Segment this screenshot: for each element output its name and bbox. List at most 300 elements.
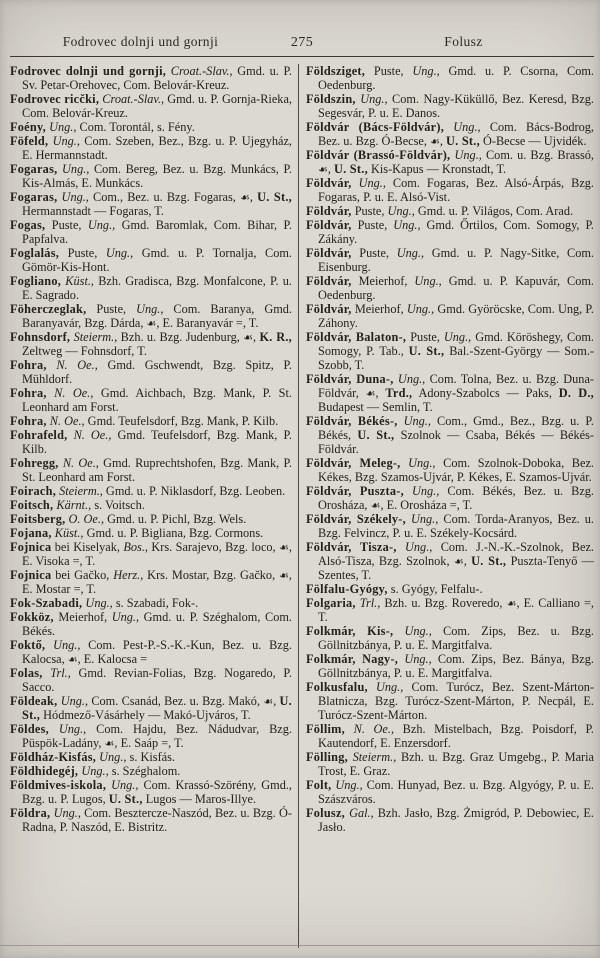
region-abbrev: Ung.,	[106, 778, 139, 792]
headword: Foény,	[10, 120, 47, 134]
entry-text: Gmd. Teufelsdorf, Bzg. Mank, P. Kilb.	[84, 414, 279, 428]
entry-text: Com. Nagy-Küküllő, Bez. Keresd, Bzg. Segesvár, P. u. E. Danos.	[318, 92, 594, 120]
headword: U. St.,	[471, 554, 507, 568]
entry-text: Szolnok — Csaba, Békés — Békés-Földvár.	[318, 428, 594, 456]
running-head-right: Folusz	[444, 34, 483, 49]
entry	[10, 64, 292, 92]
headword: Foirach,	[10, 484, 57, 498]
headword: Földvár,	[306, 176, 352, 190]
entry	[10, 638, 292, 666]
entry	[306, 302, 594, 330]
entry	[10, 750, 292, 764]
entry-text: Gmd. u. P. Niklasdorf, Bzg. Leoben.	[102, 484, 286, 498]
region-abbrev: Ung.,	[87, 218, 116, 232]
headword: Fohra,	[10, 414, 47, 428]
entry-text: Zeltweg — Fohnsdorf, T.	[22, 344, 147, 358]
entry	[10, 806, 292, 834]
entry-text: Gmd. Györöcske, Com. Ung, P. Záhony.	[318, 302, 594, 330]
headword: Foitsch,	[10, 498, 54, 512]
entry-text: , E. Orosháza =, T.	[380, 498, 473, 512]
headword: Földmives-iskola,	[10, 778, 107, 792]
headword: Fohregg,	[10, 456, 59, 470]
posthorn-icon: ☙	[146, 317, 157, 330]
entry	[306, 148, 594, 176]
headword: Földvár,	[306, 246, 352, 260]
entry	[10, 778, 292, 806]
region-abbrev: Ung.,	[450, 148, 482, 162]
entry-text: Gmd. u. P. Bigliana, Bzg. Cormons.	[83, 526, 264, 540]
region-abbrev: Ung.,	[57, 162, 90, 176]
region-abbrev: Ung.,	[351, 176, 386, 190]
entry	[10, 610, 292, 638]
entry-text: Gmd. u. P. Pichl, Bzg. Wels.	[104, 512, 247, 526]
headword: Földvár, Duna-,	[306, 372, 394, 386]
entry-text: Krs. Sarajevo, Bzg. loco,	[147, 540, 280, 554]
entry	[306, 372, 594, 414]
entry-text: Com. Zips, Bez. Bánya, Bzg. Göllnitzbánya, P. u. E. Margitfalva.	[318, 652, 594, 680]
region-abbrev: Ung.,	[393, 372, 426, 386]
entry-text: Com. J.-N.-K.-Szolnok, Bez. Alsó-Tisza, Bzg. Szolnok,	[318, 540, 594, 568]
entry-text: Gmd. Baromlak, Com. Bihar, P. Papfalva.	[22, 218, 292, 246]
entry	[10, 694, 292, 722]
entry	[306, 484, 594, 512]
entry-text: Puste,	[86, 302, 137, 316]
headword: Földvár,	[306, 204, 352, 218]
headword: Földsziget,	[306, 64, 366, 78]
headword: Földvár, Puszta-,	[306, 484, 404, 498]
headword: Földvár, Meleg-,	[306, 456, 401, 470]
entry	[10, 120, 292, 134]
entry-text: Hódmező-Vásárhely — Makó-Ujváros, T.	[40, 708, 251, 722]
region-abbrev: Ung.,	[50, 806, 81, 820]
entry-text: Com. Zips, Bez. u. Bzg. Göllnitzbánya, P. u. E. Margitfalva.	[318, 624, 594, 652]
entry-text: Com. Szeben, Bez., Bzg. u. P. Ujegyház, E. Hermannstadt.	[22, 134, 292, 162]
entry-text: ,	[327, 162, 335, 176]
region-abbrev: Ung.,	[444, 120, 481, 134]
entry-text: Gmd. u. P. Tornalja, Com. Gömör-Kis-Hont.	[22, 246, 292, 274]
entry	[10, 526, 292, 540]
posthorn-icon: ☙	[430, 135, 440, 148]
entry	[306, 652, 594, 680]
headword: Folusz,	[306, 806, 345, 820]
region-abbrev: Herz.,	[113, 568, 144, 582]
entry-text: Gmd. Ruprechtshofen, Bzg. Mank, P. St. Leonhard am Forst.	[22, 456, 292, 484]
region-abbrev: Croat.-Slav.,	[166, 64, 233, 78]
entry-text: Com. Torda-Aranyos, Bez. u. Bzg. Felvincz, P. u. E. Székely-Kocsárd.	[318, 512, 594, 540]
entry-text: Gmd. Revian-Folias, Bzg. Nogaredo, P. Sacco.	[22, 666, 292, 694]
column-left	[10, 64, 298, 948]
headword: D. D.,	[558, 386, 594, 400]
entry	[10, 218, 292, 246]
entry	[306, 64, 594, 92]
region-abbrev: Ung.,	[111, 610, 140, 624]
entry	[10, 414, 292, 428]
posthorn-icon: ☙	[67, 653, 78, 666]
entry	[306, 540, 594, 582]
entry-text: Puste,	[59, 246, 106, 260]
entry-text: Meierhof,	[351, 302, 407, 316]
headword: U. St.,	[408, 344, 445, 358]
headword: Fodrovec dolnji und gornji,	[10, 64, 167, 78]
entry-text: Gmd. u. P. Széghalom, Com. Békés.	[22, 610, 292, 638]
region-abbrev: Trl.,	[355, 596, 381, 610]
headword: Fogliano,	[10, 274, 62, 288]
entry	[10, 92, 292, 120]
posthorn-icon: ☙	[365, 387, 376, 400]
entry-text: Com. Békés, Bez. u. Bzg. Orosháza,	[318, 484, 594, 512]
headword: Föllim,	[306, 722, 345, 736]
region-abbrev: Ung.,	[355, 92, 388, 106]
region-abbrev: Küst.,	[61, 274, 95, 288]
headword: U. St.,	[257, 190, 292, 204]
entry-text: Com. u. Bzg. Brassó,	[481, 148, 594, 162]
entry-text: Com. Hunyad, Bez. u. Bzg. Algyógy, P. u. E. Szászváros.	[318, 778, 594, 806]
region-abbrev: Ung.,	[414, 274, 442, 288]
entry	[10, 596, 292, 610]
region-abbrev: Steierm.,	[56, 484, 103, 498]
entry-text: Gmd. u. P. Sv. Petar-Orehovec, Com. Belovár-Kreuz.	[22, 64, 292, 92]
posthorn-icon: ☙	[318, 163, 328, 176]
entry-text: Puste,	[351, 204, 388, 218]
entry-text: Budapest — Semlin, T.	[318, 400, 433, 414]
region-abbrev: Ung.,	[48, 134, 80, 148]
entry-text: Gmd. Őrtilos, Com. Somogy, P. Zákány.	[318, 218, 594, 246]
entry	[306, 722, 594, 750]
column-right	[298, 64, 594, 948]
entry	[10, 764, 292, 778]
headword: Fölling,	[306, 750, 348, 764]
region-abbrev: N. Oe.,	[46, 386, 94, 400]
region-abbrev: Ung.,	[82, 596, 113, 610]
entry-text: Com., Bez. u. Bzg. Fogaras,	[88, 190, 240, 204]
headword: Fogaras,	[10, 190, 58, 204]
entry-text: Lugos — Maros-Illye.	[142, 792, 257, 806]
entry	[306, 414, 594, 456]
posthorn-icon: ☙	[279, 541, 289, 554]
entry	[10, 162, 292, 190]
entry	[306, 456, 594, 484]
headword: Folkmár, Nagy-,	[306, 652, 399, 666]
region-abbrev: Steierm.,	[347, 750, 397, 764]
headword: Fogaras,	[10, 162, 58, 176]
entry-text: , E. Visoka =, T.	[22, 540, 292, 568]
posthorn-icon: ☙	[104, 737, 115, 750]
entry-text: Com. Pest-P.-S.-K.-Kun, Bez. u. Bzg. Kalocsa,	[22, 638, 292, 666]
headword: Földvár, Székely-,	[306, 512, 406, 526]
entry	[306, 330, 594, 372]
headword: Folkmár, Kis-,	[306, 624, 394, 638]
entry	[10, 246, 292, 274]
entry	[10, 386, 292, 414]
entry-text: Gmd. u. P. Világos, Com. Arad.	[414, 204, 574, 218]
entry-text: Adony-Szabolcs — Paks,	[412, 386, 559, 400]
entry-text: ,	[253, 330, 260, 344]
headword: Fojnica	[10, 540, 52, 554]
headword: Földvár, Balaton-,	[306, 330, 407, 344]
headword: Folas,	[10, 666, 43, 680]
entry-text: Bzh. Jasło, Bzg. Żmigród, P. Debowiec, E. Jasło.	[318, 806, 594, 834]
entry	[306, 274, 594, 302]
entry-text: ,	[375, 386, 386, 400]
headword: Foktő,	[10, 638, 46, 652]
entry	[10, 134, 292, 162]
entry-text: , E. Baranyavár =, T.	[156, 316, 259, 330]
region-abbrev: O. Oe.,	[65, 512, 105, 526]
headword: U. St.,	[334, 162, 368, 176]
entry-text: Puste,	[351, 246, 397, 260]
region-abbrev: Ung.,	[48, 722, 87, 736]
posthorn-icon: ☙	[453, 555, 464, 568]
entry-text: Com. Baranya, Gmd. Baranyavár, Bzg. Dárda,	[22, 302, 292, 330]
headword: Fohra,	[10, 358, 47, 372]
headword: Földvár,	[306, 302, 352, 316]
headword: U. St.,	[446, 134, 480, 148]
entry-text: s. Szabadi, Fok-.	[112, 596, 199, 610]
entry	[10, 330, 292, 358]
entry-text: Puste,	[365, 64, 413, 78]
headword: K. R.,	[259, 330, 292, 344]
entry	[10, 456, 292, 484]
entry-text: Hermannstadt — Fogaras, T.	[22, 204, 164, 218]
headword: Földvár (Brassó-Földvár),	[306, 148, 451, 162]
headword: Fok-Szabadi,	[10, 596, 83, 610]
headword: Fokköz,	[10, 610, 54, 624]
region-abbrev: Ung.,	[405, 512, 439, 526]
headword: Fohrafeld,	[10, 428, 68, 442]
posthorn-icon: ☙	[243, 331, 254, 344]
text-columns	[10, 64, 594, 948]
entry-text: s. Kisfás.	[126, 750, 175, 764]
entry-text: Puste,	[45, 218, 88, 232]
headword: Földvár,	[306, 218, 352, 232]
entry	[10, 512, 292, 526]
entry-text: Kis-Kapus — Kronstadt, T.	[367, 162, 507, 176]
entry	[306, 806, 594, 834]
running-head	[10, 34, 594, 56]
entry	[306, 246, 594, 274]
region-abbrev: Steierm.,	[70, 330, 118, 344]
entry	[10, 722, 292, 750]
entry-text: Com. Turócz, Bez. Szent-Márton-Blatnicza, Bzg. Turócz-Szent-Márton, P. Necpál, E. Turócz-Szent-Márton.	[318, 680, 594, 722]
entry-text: , E. Calliano =, T.	[318, 596, 594, 624]
headword: Foglalás,	[10, 246, 60, 260]
headword: Fogas,	[10, 218, 46, 232]
entry	[306, 624, 594, 652]
entry	[10, 302, 292, 330]
entry	[10, 540, 292, 568]
region-abbrev: Ung.,	[57, 694, 89, 708]
entry-text: Gmd. u. P. Csorna, Com. Oedenburg.	[318, 64, 594, 92]
headword: Földeak,	[10, 694, 58, 708]
headword: Földra,	[10, 806, 51, 820]
posthorn-icon: ☙	[263, 695, 274, 708]
region-abbrev: Ung.,	[387, 204, 415, 218]
entry-text: s. Széghalom.	[108, 764, 181, 778]
headword: Földvár,	[306, 274, 352, 288]
entry-text: Gmd. u. P. Kapuvár, Com. Oedenburg.	[318, 274, 594, 302]
region-abbrev: Trl.,	[42, 666, 71, 680]
posthorn-icon: ☙	[506, 597, 517, 610]
headword: Fölfalu-Gyógy,	[306, 582, 388, 596]
headword: Trd.,	[385, 386, 413, 400]
entry-text: Gmd. Köröshegy, Com. Somogy, P. Tab.,	[318, 330, 594, 358]
entry	[306, 218, 594, 246]
entry-text: ,	[249, 190, 258, 204]
entry-text: ,	[273, 694, 280, 708]
entry-text: Bzh. u. Bzg. Graz Umgebg., P. Maria Trost, E. Graz.	[318, 750, 594, 778]
entry-text: bei Gačko,	[51, 568, 114, 582]
entry	[306, 92, 594, 120]
entry	[306, 176, 594, 204]
headword: Fohra,	[10, 386, 47, 400]
headword: Föfeld,	[10, 134, 49, 148]
posthorn-icon: ☙	[279, 569, 289, 582]
headword: Földszin,	[306, 92, 356, 106]
entry	[306, 582, 594, 596]
entry	[306, 120, 594, 148]
headword: Földhidegéj,	[10, 764, 79, 778]
entry	[306, 204, 594, 218]
entry-text: Com. Krassó-Szörény, Gmd., Bzg. u. P. Lugos,	[22, 778, 292, 806]
region-abbrev: Bos.,	[123, 540, 148, 554]
region-abbrev: Kärnt.,	[53, 498, 92, 512]
entry-text: Meierhof,	[351, 274, 415, 288]
entry-text: Gmd. u. P. Gornja-Rieka, Com. Belovár-Kreuz.	[22, 92, 292, 120]
entry-text: Puszta-Tenyő — Szentes, T.	[318, 554, 594, 582]
headword: Földvár (Bács-Földvár),	[306, 120, 445, 134]
headword: Föherczeglak,	[10, 302, 87, 316]
entry	[10, 666, 292, 694]
headword: Foitsberg,	[10, 512, 66, 526]
entry-text: Bzh. Mistelbach, Bzg. Poisdorf, P. Kautendorf, E. Enzersdorf.	[318, 722, 594, 750]
headword: U. St.,	[22, 694, 293, 722]
entry-text: ,	[463, 554, 472, 568]
entry-text: Bzh. u. Bzg. Roveredo,	[380, 596, 507, 610]
entry	[10, 358, 292, 386]
entry-text: ,	[439, 134, 447, 148]
region-abbrev: Küst.,	[51, 526, 84, 540]
region-abbrev: Ung.,	[367, 680, 404, 694]
entry-text: Bzh. Gradisca, Bzg. Monfalcone, P. u. E. Sagrado.	[22, 274, 292, 302]
entry	[10, 428, 292, 456]
entry-text: Com. Tolna, Bez. u. Bzg. Duna-Földvár,	[318, 372, 594, 400]
headword: Földvár, Békés-,	[306, 414, 398, 428]
entry	[306, 778, 594, 806]
entry-text: Com., Gmd., Bez., Bzg. u. P. Békés,	[318, 414, 594, 442]
region-abbrev: Ung.,	[105, 246, 134, 260]
entry-text: Com. Fogaras, Bez. Alsó-Árpás, Bzg. Fogaras, P. u. E. Alsó-Vist.	[318, 176, 594, 204]
posthorn-icon: ☙	[240, 191, 250, 204]
entry-text: Meierhof,	[53, 610, 112, 624]
entry	[10, 190, 292, 218]
entry-text: Com. Szolnok-Doboka, Bez. Kékes, Bzg. Szamos-Ujvár, P. Kékes, E. Szamos-Ujvár.	[318, 456, 594, 484]
region-abbrev: Ung.,	[403, 484, 440, 498]
entry-text: , E. Kalocsa =	[77, 652, 148, 666]
entry-text: Com. Torontál, s. Fény.	[76, 120, 195, 134]
entry-text: Com. Bereg, Bez. u. Bzg. Munkács, P. Kis-Almás, E. Munkács.	[22, 162, 292, 190]
entry-text: bei Kiselyak,	[51, 540, 124, 554]
region-abbrev: N. Oe.,	[344, 722, 395, 736]
posthorn-icon: ☙	[370, 499, 381, 512]
entry-text: Gmd. Aichbach, Bzg. Mank, P. St. Leonhard am Forst.	[22, 386, 292, 414]
region-abbrev: Ung.,	[396, 246, 425, 260]
entry	[10, 568, 292, 596]
headword: Folt,	[306, 778, 332, 792]
headword: Fodrovec ricčki,	[10, 92, 100, 106]
header-rule	[10, 56, 594, 57]
running-head-left: Fodrovec dolnji und gornji	[62, 34, 219, 49]
region-abbrev: Ung.,	[397, 414, 431, 428]
region-abbrev: Ung.,	[393, 624, 432, 638]
entry-text: Puste,	[406, 330, 444, 344]
headword: Fojana,	[10, 526, 52, 540]
region-abbrev: Croat.-Slav.,	[99, 92, 165, 106]
entry	[10, 484, 292, 498]
headword: Folkusfalu,	[306, 680, 368, 694]
region-abbrev: N. Oe.,	[67, 428, 112, 442]
region-abbrev: Ung.,	[78, 764, 109, 778]
region-abbrev: Gal.,	[344, 806, 374, 820]
region-abbrev: Ung.,	[46, 120, 77, 134]
headword: U. St.,	[108, 792, 143, 806]
headword: U. St.,	[357, 428, 395, 442]
region-abbrev: Ung.,	[96, 750, 127, 764]
entry-text: Ó-Becse — Ujvidék.	[479, 134, 587, 148]
region-abbrev: Ung.,	[398, 652, 432, 666]
region-abbrev: Ung.,	[45, 638, 81, 652]
headword: Földes,	[10, 722, 49, 736]
region-abbrev: Ung.,	[136, 302, 164, 316]
headword: Folgaria,	[306, 596, 356, 610]
headword: Fohnsdorf,	[10, 330, 71, 344]
region-abbrev: Ung.,	[443, 330, 472, 344]
bottom-rule	[0, 945, 600, 946]
region-abbrev: Ung.,	[57, 190, 89, 204]
page-number: 275	[290, 35, 314, 50]
region-abbrev: N. Oe.,	[58, 456, 99, 470]
entry	[306, 750, 594, 778]
entry-text: , E. Mostar =, T.	[22, 568, 292, 596]
entry-text: Com. Hajdu, Bez. Nádudvar, Bzg. Püspök-Ladány,	[22, 722, 292, 750]
headword: Földvár, Tisza-,	[306, 540, 397, 554]
headword: Fojnica	[10, 568, 52, 582]
region-abbrev: Ung.,	[400, 456, 436, 470]
entry-text: Gmd. Gschwendt, Bzg. Spitz, P. Mühldorf.	[22, 358, 292, 386]
entry-text: Bzh. u. Bzg. Judenburg,	[117, 330, 244, 344]
entry	[306, 680, 594, 722]
region-abbrev: Ung.,	[396, 540, 433, 554]
entry-text: Puste,	[351, 218, 394, 232]
region-abbrev: N. Oe.,	[46, 358, 98, 372]
entry-text: s. Gyógy, Felfalu-.	[387, 582, 483, 596]
entry-text: Bal.-Szent-György — Som.-Szobb, T.	[318, 344, 594, 372]
entry-text: Com. Besztercze-Naszód, Bez. u. Bzg. Ó-Radna, P. Naszód, E. Bistritz.	[22, 806, 292, 834]
entry	[10, 498, 292, 512]
entry-text: , E. Saáp =, T.	[114, 736, 184, 750]
entry	[306, 512, 594, 540]
entry-text: Com. Bács-Bodrog, Bez. u. Bzg. Ó-Becse,	[318, 120, 594, 148]
entry-text: Com. Csanád, Bez. u. Bzg. Makó,	[88, 694, 264, 708]
entry-text: Krs. Mostar, Bzg. Gačko,	[143, 568, 280, 582]
entry-text: s. Voitsch.	[91, 498, 145, 512]
headword: Földház-Kisfás,	[10, 750, 97, 764]
region-abbrev: Ung.,	[406, 302, 435, 316]
entry-text: Gmd. u. P. Nagy-Sitke, Com. Eisenburg.	[318, 246, 594, 274]
entry-text: Gmd. Teufelsdorf, Bzg. Mank, P. Kilb.	[22, 428, 292, 456]
region-abbrev: Ung.,	[412, 64, 440, 78]
region-abbrev: N. Oe.,	[46, 414, 85, 428]
region-abbrev: Ung.,	[331, 778, 363, 792]
